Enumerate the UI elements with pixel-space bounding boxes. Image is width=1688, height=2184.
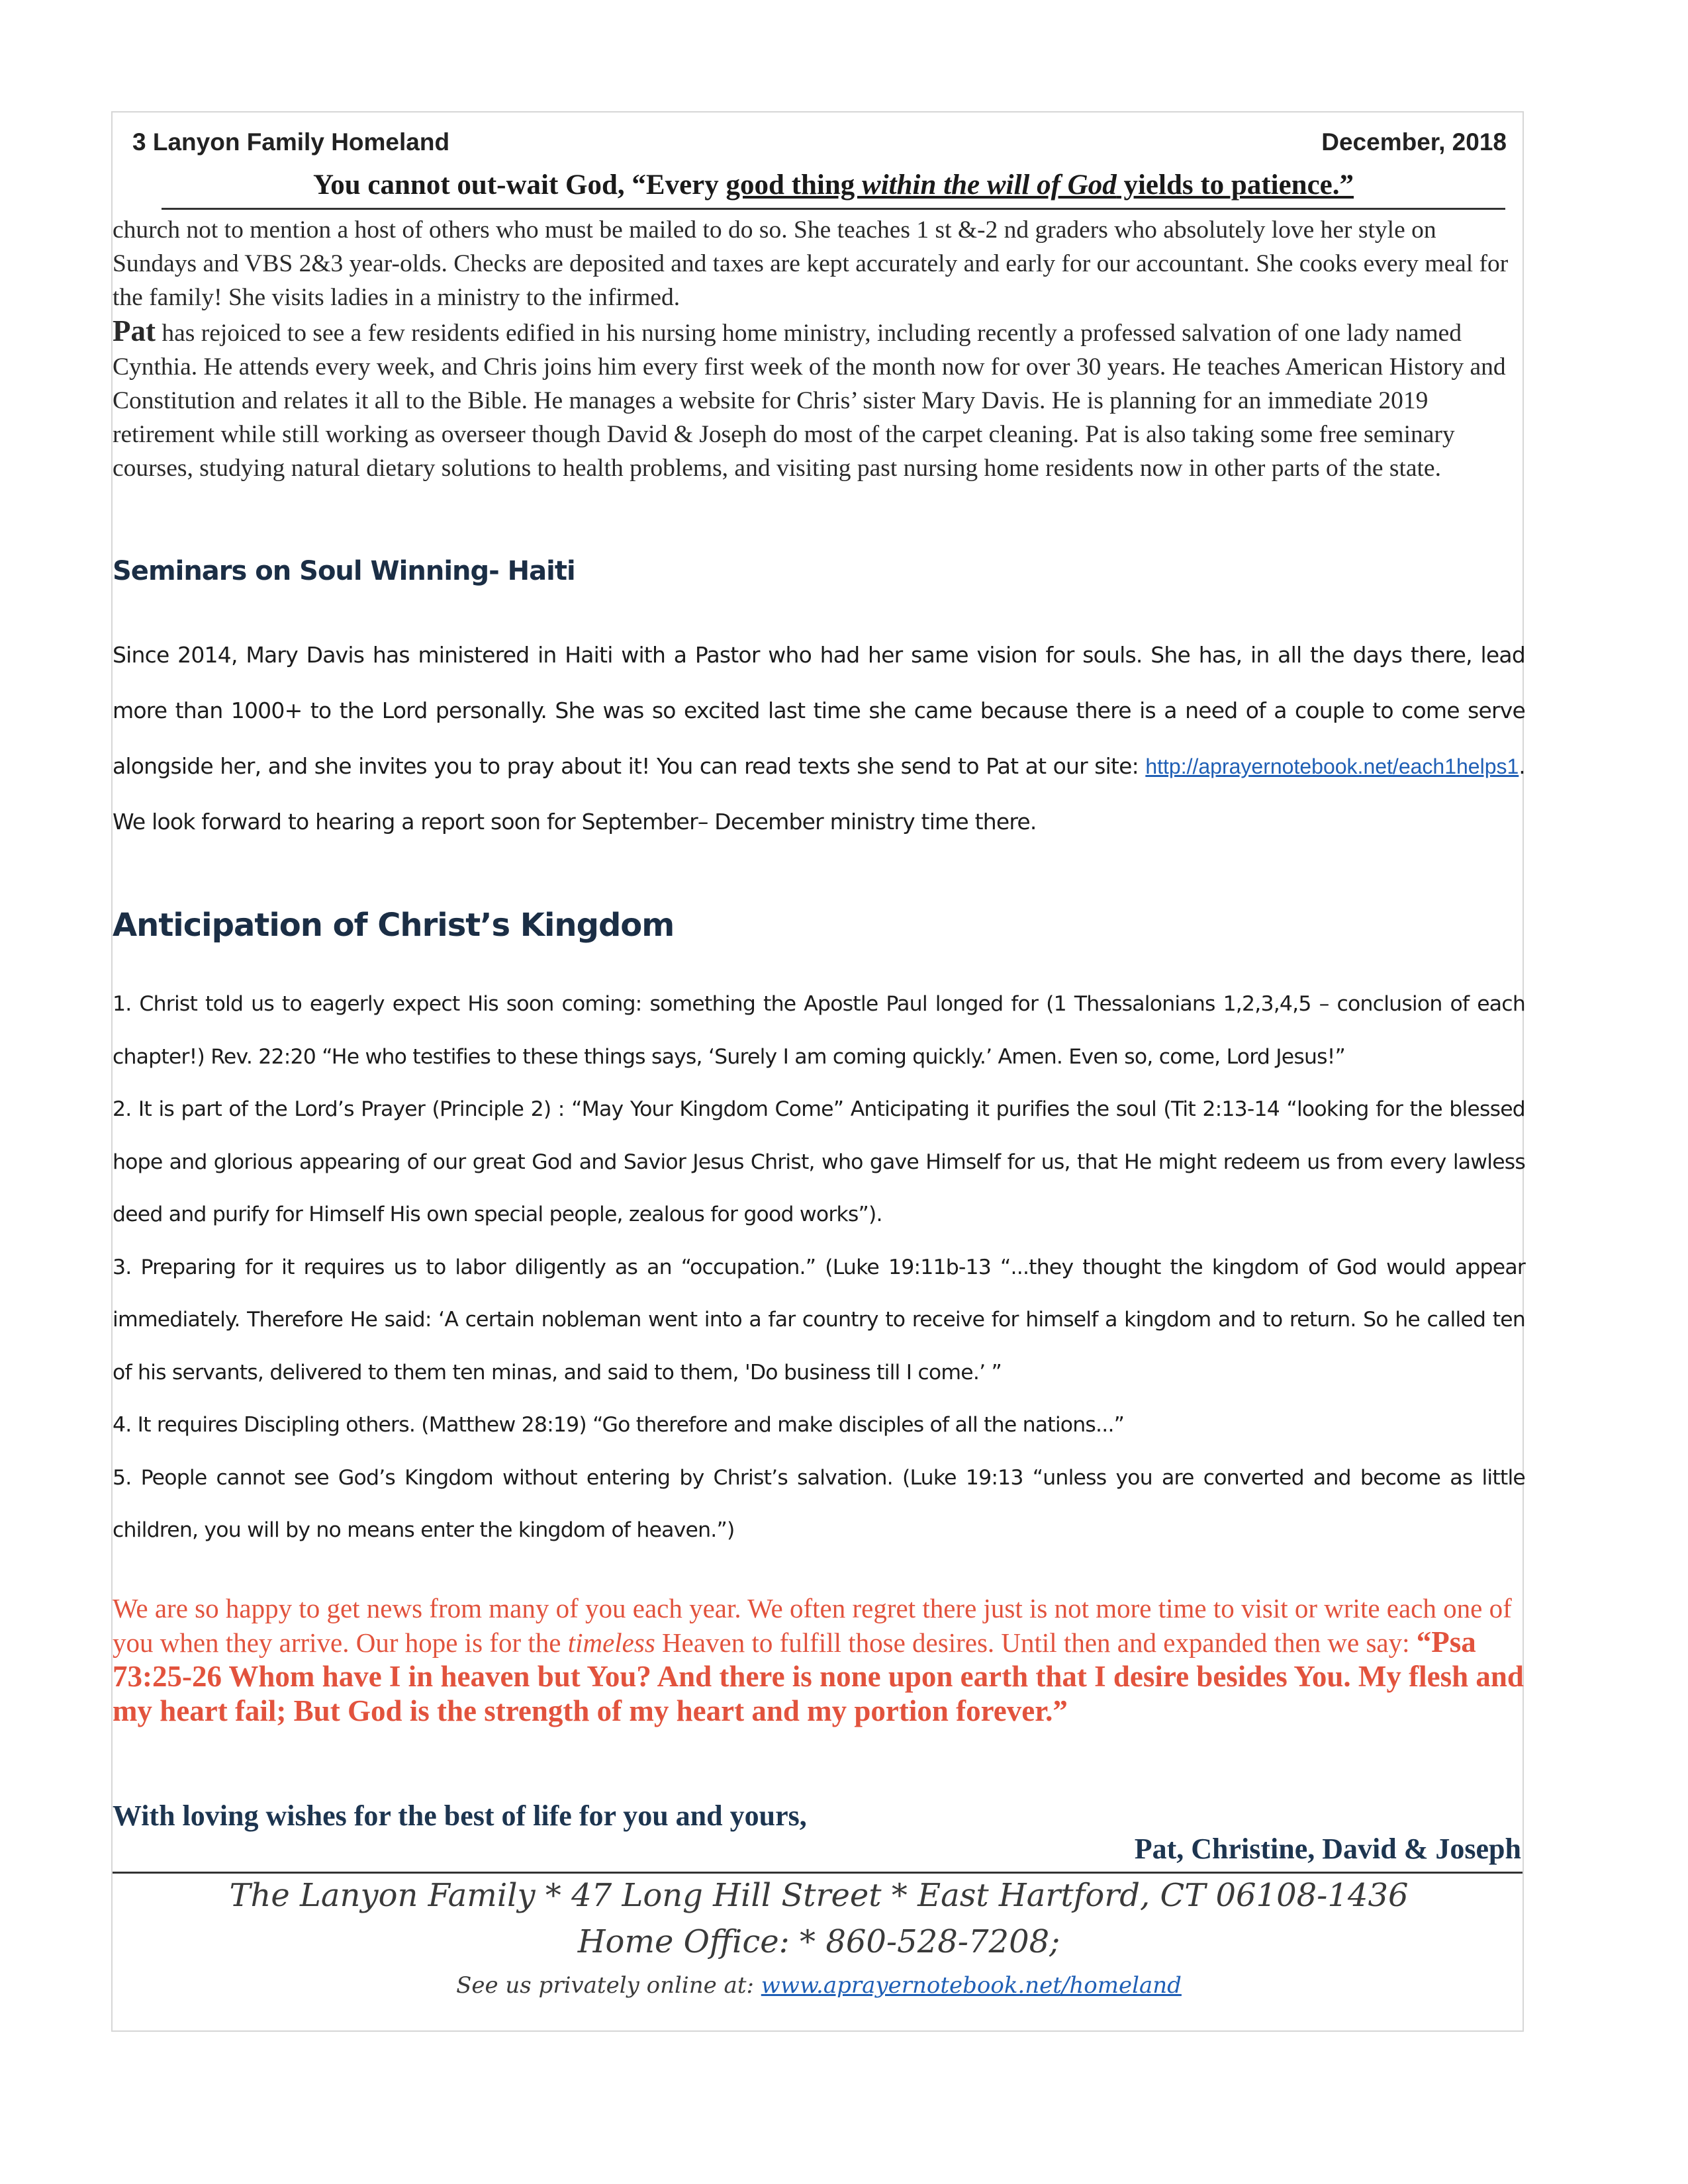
motto-text-2: good thing	[726, 169, 863, 201]
footer-online	[113, 1972, 1525, 1999]
pat-name: Pat	[113, 314, 156, 347]
page-header	[132, 128, 1507, 165]
seminars-text: Since 2014, Mary Davis has ministered in Haiti with a Pastor who had her same vision for souls. She has, in all the days there, lead more than 1000+ to the Lord personally. She was so excited last time she came because there is a need of a couple to come serve alongside her, and she invites you to pray about it! You can read texts she send to Pat at our site:	[113, 642, 1525, 779]
footer-phone: Home Office: * 860-528-7208;	[577, 1923, 1060, 1960]
seminars-paragraph	[113, 627, 1525, 850]
loving-wishes: With loving wishes for the best of life for you and yours,	[113, 1799, 807, 1832]
motto-text-4: yields to patience.”	[1116, 169, 1354, 201]
kingdom-item-2: 2. It is part of the Lord’s Prayer (Principle 2) : “May Your Kingdom Come” Anticipating it purifies the soul (Tit 2:13-14 “looking for the blessed hope and glorious appearing of our great God and Savior Jesus Christ, who gave Himself for us, that He might redeem us from every lawless deed and purify for Himself His own special people, zealous for good works”).	[113, 1097, 1525, 1226]
each1helps1-link[interactable]: http://aprayernotebook.net/each1helps1	[1145, 754, 1519, 778]
motto-banner	[162, 167, 1505, 210]
pat-text: has rejoiced to see a few residents edified in his nursing home ministry, including recently a professed salvation of one lady named Cynthia. He attends every week, and Chris joins him every first week of the month now for over 30 years. He teaches American History and Constitution and relates it all to the Bible. He manages a website for Chris’ sister Mary Davis. He is planning for an immediate 2019 retirement while still working as overseer though David & Joseph do most of the carpet cleaning. Pat is also taking some free seminary courses, studying natural dietary solutions to health problems, and visiting past nursing home residents now in other parts of the state.	[113, 320, 1506, 482]
footer-divider	[113, 1872, 1523, 1874]
closing-text-2: Heaven to fulfill those desires. Until then and expanded then we say:	[655, 1627, 1417, 1658]
closing-note	[113, 1592, 1525, 1729]
kingdom-item-4: 4. It requires Discipling others. (Matthew 28:19) “Go therefore and make disciples of all the nations...”	[113, 1413, 1125, 1437]
kingdom-item-5: 5. People cannot see God’s Kingdom without entering by Christ’s salvation. (Luke 19:13 “unless you are converted and become as little children, you will by no means enter the kingdom of heaven.”)	[113, 1465, 1525, 1542]
seminars-text-end: . We look forward to hearing a report soon for September– December ministry time there.	[113, 753, 1525, 835]
online-label: See us privately online at:	[456, 1972, 761, 1999]
family-update	[113, 213, 1525, 485]
kingdom-list	[113, 978, 1525, 1557]
timeless-word: timeless	[567, 1627, 655, 1658]
signature-names: Pat, Christine, David & Joseph	[1134, 1833, 1521, 1865]
seminars-section	[113, 627, 1525, 850]
closing-text-1: We are so happy to get news from many of you each year. We often regret there just is not more time to visit or write each one of you when they arrive. Our hope is for the	[113, 1593, 1512, 1658]
motto-text-1: You cannot out-wait God, “Every	[312, 169, 726, 201]
kingdom-item-1: 1. Christ told us to eagerly expect His soon coming: something the Apostle Paul longed for (1 Thessalonians 1,2,3,4,5 – conclusion of each chapter!) Rev. 22:20 “He who testifies to these things says, ‘Surely I am coming quickly.’ Amen. Even so, come, Lord Jesus!”	[113, 992, 1525, 1069]
seminars-heading: Seminars on Soul Winning- Haiti	[113, 556, 575, 586]
newsletter-title: 3 Lanyon Family Homeland	[132, 128, 450, 156]
pat-paragraph	[113, 314, 1525, 485]
footer-address: The Lanyon Family * 47 Long Hill Street * East Hartford, CT 06108-1436	[229, 1877, 1409, 1914]
intro-paragraph: church not to mention a host of others who must be mailed to do so. She teaches 1 st &-2 nd graders who absolutely love her style on Sundays and VBS 2&3 year-olds. Checks are deposited and taxes are kept accurately and early for our accountant. She cooks every meal for the family! She visits ladies in a ministry to the infirmed.	[113, 216, 1509, 311]
kingdom-item-3: 3. Preparing for it requires us to labor diligently as an “occupation.” (Luke 19:11b-13 “...they thought the kingdom of God would appear immediately. Therefore He said: ‘A certain nobleman went into a far country to receive for himself a kingdom and to return. So he called ten of his servants, delivered to them ten minas, and said to them, 'Do business till I come.’ ”	[113, 1255, 1525, 1385]
issue-date: December, 2018	[1321, 128, 1507, 156]
psalm-verse: “Psa 73:25-26 Whom have I in heaven but You? And there is none upon earth that I desire besides You. My flesh and my heart fail; But God is the strength of my heart and my portion forever.”	[113, 1625, 1524, 1727]
homeland-link[interactable]: www.aprayernotebook.net/homeland	[761, 1972, 1182, 1999]
motto-text-3: within the will of God	[862, 169, 1117, 201]
kingdom-heading: Anticipation of Christ’s Kingdom	[113, 907, 675, 944]
